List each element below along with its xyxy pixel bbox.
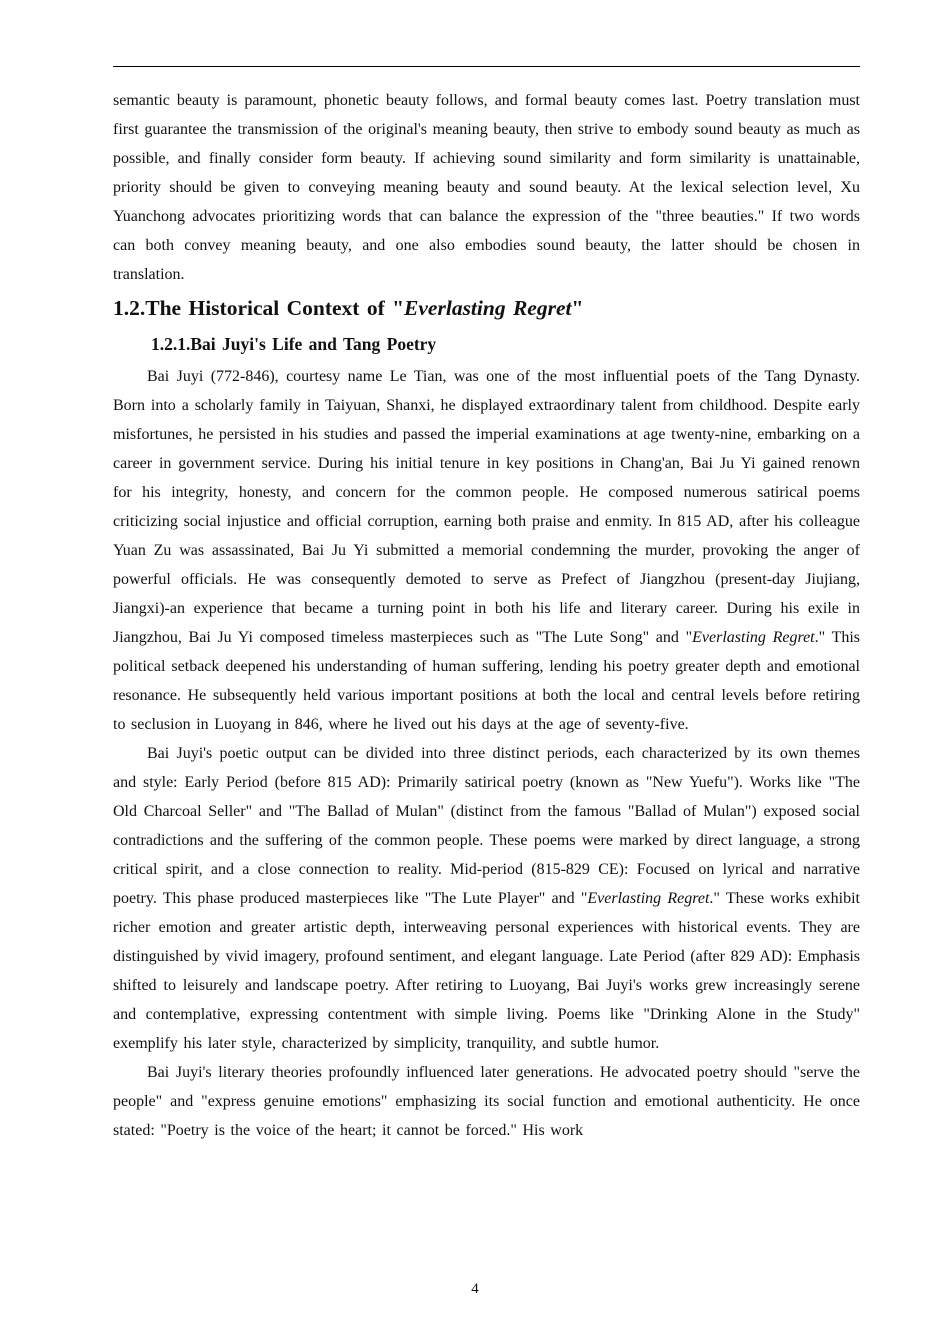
paragraph-periods xyxy=(113,739,860,1058)
subsection-heading-1-2-1: 1.2.1.Bai Juyi's Life and Tang Poetry xyxy=(151,334,437,354)
page-number: 4 xyxy=(471,1281,479,1297)
paragraph-periods-title-italic: Everlasting Regret xyxy=(587,890,710,907)
paragraph-life-text-b: ." This political setback deepened his understanding of human suffering, lending his poetry greater depth and emotional resonance. He subsequently held various important positions at both the local and central levels before retiring to seclusion in Luoyang in 846, where he lived out his days at the age of seventy-five. xyxy=(113,629,861,733)
paragraph-life xyxy=(113,362,860,739)
paragraph-life-title-italic: Everlasting Regret xyxy=(692,629,815,646)
section-heading-1-2 xyxy=(113,289,860,327)
body-text xyxy=(113,86,860,1145)
paragraph-intro: semantic beauty is paramount, phonetic beauty follows, and formal beauty comes last. Poetry translation must first guarantee the transmission of the original's meaning beauty, then strive to embody sound beauty as much as possible, and finally consider form beauty. If achieving sound similarity and form similarity is unattainable, priority should be given to conveying meaning beauty and sound beauty. At the lexical selection level, Xu Yuanchong advocates prioritizing words that can balance the expression of the "three beauties." If two words can both convey meaning beauty, and one also embodies sound beauty, the latter should be chosen in translation. xyxy=(113,92,860,283)
paragraph-periods-text-b: ." These works exhibit richer emotion and greater artistic depth, interweaving personal experiences with historical events. They are distinguished by vivid imagery, profound sentiment, and elegant language. Late Period (after 829 AD): Emphasis shifted to leisurely and landscape poetry. After retiring to Luoyang, Bai Juyi's works grew increasingly serene and contemplative, expressing contentment with simple living. Poems like "Drinking Alone in the Study" exemplify his later style, characterized by simplicity, tranquility, and subtle humor. xyxy=(113,890,861,1052)
paragraph-life-text-a: Bai Juyi (772-846), courtesy name Le Tian, was one of the most influential poets of the Tang Dynasty. Born into a scholarly family in Taiyuan, Shanxi, he displayed extraordinary talent from childhood. Despite early misfortunes, he persisted in his studies and passed the imperial examinations at age twenty-nine, embarking on a career in government service. During his initial tenure in key positions in Chang'an, Bai Ju Yi gained renown for his integrity, honesty, and concern for the common people. He composed numerous satirical poems criticizing social injustice and official corruption, earning both praise and enmity. In 815 AD, after his colleague Yuan Zu was assassinated, Bai Ju Yi submitted a memorial condemning the murder, provoking the anger of powerful officials. He was consequently demoted to serve as Prefect of Jiangzhou (present-day Jiujiang, Jiangxi)-an experience that became a turning point in both his life and literary career. During his exile in Jiangzhou, Bai Ju Yi composed timeless masterpieces such as "The Lute Song" and " xyxy=(113,368,860,646)
heading-prefix: 1.2.The Historical Context of " xyxy=(113,296,405,320)
paragraph-periods-text-a: Bai Juyi's poetic output can be divided into three distinct periods, each characterized by its own themes and style: Early Period (before 815 AD): Primarily satirical poetry (known as "New Yuefu"). Works like "The Old Charcoal Seller" and "The Ballad of Mulan" (distinct from the famous "Ballad of Mulan") exposed social contradictions and the suffering of the common people. These poems were marked by direct language, a strong critical spirit, and a close connection to reality. Mid-period (815-829 CE): Focused on lyrical and narrative poetry. This phase produced masterpieces like "The Lute Player" and " xyxy=(113,745,860,907)
heading-suffix: " xyxy=(571,296,584,320)
paragraph-theories: Bai Juyi's literary theories profoundly influenced later generations. He advocated poetry should "serve the people" and "express genuine emotions" emphasizing its social function and emotional authenticity. He once stated: "Poetry is the voice of the heart; it cannot be forced." His work xyxy=(113,1064,860,1139)
heading-title-italic: Everlasting Regret xyxy=(404,296,572,320)
header-rule xyxy=(113,66,860,67)
